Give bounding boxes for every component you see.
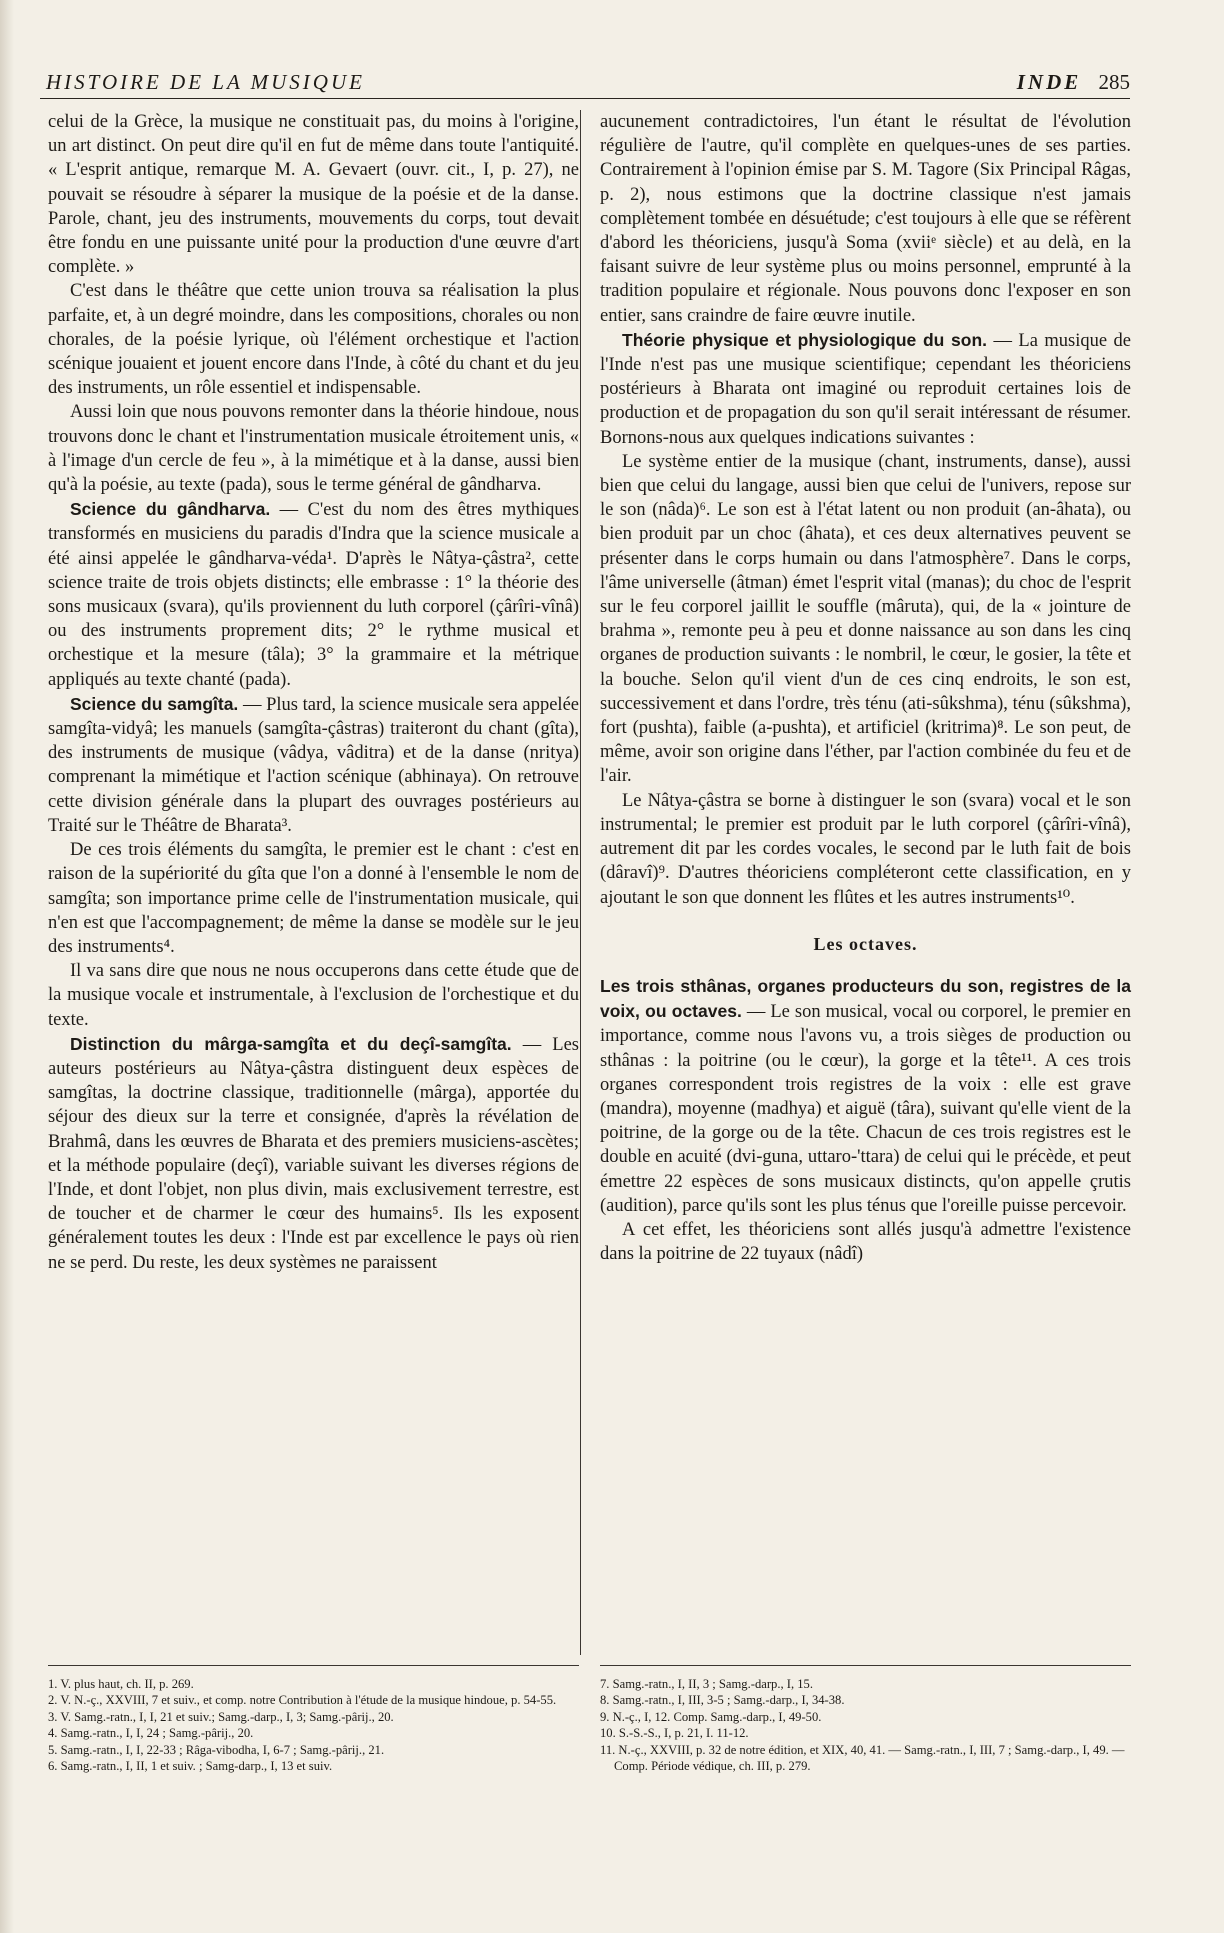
paragraph: [48, 279, 579, 400]
paragraph-heading: Science du gândharva.: [70, 499, 271, 520]
paragraph-heading: Distinction du mârga-samgîta et du deçî-samgîta.: [70, 1033, 512, 1054]
paragraph-heading: Les trois sthânas, organes producteurs du son, registres de la voix, ou octaves.: [600, 975, 1131, 1022]
page-number: 285: [1098, 70, 1130, 94]
paragraph: [600, 974, 1131, 1218]
running-head: [40, 68, 1130, 99]
paragraph: [48, 838, 579, 959]
running-head-right: [1017, 70, 1130, 95]
paragraph-text: celui de la Grèce, la musique ne constituait pas, du moins à l'origine, un art distinct. On peut dire qu'il en fut de même dans toute l'antiquité. « L'esprit antique, remarque M. A. Gevaert (ouvr. cit., I, p. 27), ne pouvait se résoudre à séparer la musique de la poésie et de la danse. Parole, chant, jeu des instruments, mouvements du corps, tout devait être fondu en une puissante unité pour la production d'une œuvre d'art complète. »: [48, 112, 579, 278]
paragraph: [48, 1032, 579, 1275]
paragraph: [48, 959, 579, 1032]
running-head-title: HISTOIRE DE LA MUSIQUE: [46, 70, 365, 94]
footnotes-right: [600, 1665, 1131, 1774]
paragraph: [600, 328, 1131, 450]
paragraph-text: — La musique de l'Inde n'est pas une musique scientifique; cependant les théoriciens postérieurs à Bharata ont imaginé ou reproduit certaines lois de production et de propagation du son qu'il serait intéressant de résumer. Bornons-nous aux quelques indications suivantes :: [600, 330, 1131, 448]
column-divider: [580, 110, 581, 1655]
footnote: 7. Samg.-ratn., I, II, 3 ; Samg.-darp., I, 15.: [600, 1677, 813, 1691]
paragraph: [48, 692, 579, 838]
paragraph-text: Le Nâtya-çâstra se borne à distinguer le son (svara) vocal et le son instrumental; le premier est produit par le luth corporel (çârîri-vînâ), autrement dit par les cordes vocales, le second par le luth fait de bois (dâravî)⁹. D'autres théoriciens compléteront cette classification, en y ajoutant le son que donnent les flûtes et les autres instruments¹⁰.: [600, 790, 1131, 908]
right-column: [600, 110, 1131, 1266]
footnote: 11. N.-ç., XXVIII, p. 32 de notre édition, et XIX, 40, 41. — Samg.-ratn., I, III, 7 ; Samg.-darp., I, 49. — Comp. Période védique, ch. III, p. 279.: [600, 1742, 1125, 1774]
paragraph-text: Aussi loin que nous pouvons remonter dans la théorie hindoue, nous trouvons donc le chant et l'instrumentation musicale étroitement unis, « à l'image d'un cercle de feu », à la mimétique et à la danse, aussi bien qu'à la poésie, au texte (pada), sous le terme général de gândharva.: [48, 402, 579, 496]
paragraph: [48, 497, 579, 692]
footnote: 9. N.-ç., I, 12. Comp. Samg.-darp., I, 49-50.: [600, 1709, 822, 1724]
left-column: [48, 110, 579, 1275]
footnote: 10. S.-S.-S., I, p. 21, I. 11-12.: [600, 1726, 749, 1741]
paragraph: [600, 450, 1131, 789]
footnotes-left: [48, 1665, 579, 1774]
paragraph-text: — C'est du nom des êtres mythiques transformés en musiciens du paradis d'Indra que la science musicale a été ainsi appelée le gândharva-véda¹. D'après le Nâtya-çâstra², cette science traite de trois objets distincts; elle embrasse : 1° la théorie des sons musicaux (svara), qu'ils proviennent du luth corporel (çârîri-vînâ) ou des instruments proprement dits; 2° le rythme musical et orchestique et la mesure (tâla); 3° la grammaire et la métrique appliqués au texte chanté (pada).: [48, 500, 580, 690]
footnote: 1. V. plus haut, ch. II, p. 269.: [48, 1677, 194, 1691]
paragraph-text: C'est dans le théâtre que cette union trouva sa réalisation la plus parfaite, et, à un degré moindre, dans les compositions, chorales ou non chorales, de la poésie lyrique, où l'élément orchestique et l'action scénique jouaient et jouent encore dans l'Inde, à côté du chant et du jeu des instruments, un rôle essentiel et indispensable.: [48, 281, 579, 399]
footnote: 5. Samg.-ratn., I, I, 22-33 ; Râga-vibodha, I, 6-7 ; Samg.-pârij., 21.: [48, 1742, 385, 1757]
paragraph-text: Le système entier de la musique (chant, instruments, danse), aussi bien que celui du langage, aussi bien que celui de l'univers, repose sur le son (nâda)⁶. Le son est à l'état latent ou non produit (an-âhata), ou bien produit par un choc (âhata), et ces deux alternatives peuvent se présenter dans le corps humain ou dans l'atmosphère⁷. Dans le corps, l'âme universelle (âtman) émet l'esprit vital (manas); du choc de l'esprit sur le feu corporel jaillit le souffle (mâruta), qui, de la « jointure de brahma », remonte peu à peu et donne naissance au son dans les cinq organes de production suivants : le nombril, le cœur, le gosier, la tête et la bouche. Selon qu'il vient d'un de ces cinq endroits, le son est, successivement et dans l'ordre, très ténu (ati-sûkshma), ténu (sûkshma), fort (pushta), faible (a-pushta), et artificiel (kritrima)⁸. Le son peut, de même, avoir son origine dans l'éther, par l'action combinée du feu et de l'air.: [600, 451, 1131, 787]
footnote: 8. Samg.-ratn., I, III, 3-5 ; Samg.-darp., I, 34-38.: [600, 1693, 845, 1708]
paragraph: [600, 1218, 1131, 1266]
paragraph-text: — Les auteurs postérieurs au Nâtya-çâstra distinguent deux espèces de samgîtas, la doctrine classique, traditionnelle (mârga), apportée du séjour des dieux sur la terre et consignée, d'après la révélation de Brahmâ, dans les œuvres de Bharata et des premiers musiciens-ascètes; et la méthode populaire (deçî), variable suivant les diverses régions de l'Inde, et dont l'objet, non plus divin, mais exclusivement terrestre, est de toucher et de charmer le cœur des humains⁵. Ils les exposent généralement toutes les deux : l'Inde est par excellence le pays où rien ne se perd. Du reste, les deux systèmes ne paraissent: [48, 1034, 579, 1273]
paragraph-text: aucunement contradictoires, l'un étant le résultat de l'évolution régulière de l'autre, qu'il complète en quelques-unes de ses parties. Contrairement à l'opinion émise par S. M. Tagore (Six Principal Râgas, p. 2), nous estimons que la doctrine classique n'est jamais complètement tombée en désuétude; c'est toujours à elle que se réfèrent d'abord les théoriciens, jusqu'à Soma (xviiᵉ siècle) et au delà, en la faisant suivre de leur système plus ou moins personnel, emprunté à la tradition populaire et régionale. Nous pouvons donc l'exposer en son entier, sans craindre de faire œuvre inutile.: [600, 112, 1131, 326]
paragraph-heading: Théorie physique et physiologique du son.: [622, 329, 988, 350]
paragraph: [48, 400, 579, 497]
page-edge-shadow: [0, 0, 14, 1933]
paragraph-text: A cet effet, les théoriciens sont allés jusqu'à admettre l'existence dans la poitrine de 22 tuyaux (nâdî): [600, 1219, 1131, 1265]
paragraph-text: — Le son musical, vocal ou corporel, le premier en importance, comme nous l'avons vu, a trois sièges de production ou sthânas : la poitrine (ou le cœur), la gorge et la tête¹¹. A ces trois organes correspondent trois registres de la voix : elle est grave (mandra), moyenne (madhya) et aiguë (târa), suivant qu'elle vient de la poitrine, de la gorge ou de la tête. Chacun de ces trois registres est le double en acuité (dvi-guna, uttaro-'ttara) de celui qui le précède, et peut émettre 22 espèces de sons musicaux distincts, qu'on appelle çrutis (audition), parce qu'ils sont les plus ténus que l'oreille puisse percevoir.: [600, 1002, 1131, 1216]
paragraph: [600, 789, 1131, 910]
paragraph-text: De ces trois éléments du samgîta, le premier est le chant : c'est en raison de la supériorité du gîta que l'on a donné à l'ensemble le nom de samgîta; son importance prime celle de l'instrumentation musicale, qui n'en est que l'accompagnement; de même la danse se modèle sur le jeu des instruments⁴.: [48, 840, 579, 957]
footnote: 4. Samg.-ratn., I, I, 24 ; Samg.-pârij., 20.: [48, 1726, 254, 1741]
paragraph: [600, 110, 1131, 328]
paragraph-text: Il va sans dire que nous ne nous occuperons dans cette étude que de la musique vocale et instrumentale, à l'exclusion de l'orchestique et du texte.: [48, 961, 579, 1030]
footnote: 6. Samg.-ratn., I, II, 1 et suiv. ; Samg-darp., I, 13 et suiv.: [48, 1759, 333, 1774]
footnote: 3. V. Samg.-ratn., I, I, 21 et suiv.; Samg.-darp., I, 3; Samg.-pârij., 20.: [48, 1709, 394, 1724]
footnote: 2. V. N.-ç., XXVIII, 7 et suiv., et comp. notre Contribution à l'étude de la musique hindoue, p. 54-55.: [48, 1693, 557, 1708]
paragraph-text: — Plus tard, la science musicale sera appelée samgîta-vidyâ; les manuels (samgîta-çâstras) traiteront du chant (gîta), des instruments de musique (vâdya, vâditra) et de la danse (nritya) comprenant la mimétique et l'action scénique (abhinaya). On retrouve cette division générale dans la plupart des ouvrages postérieurs au Traité sur le Théâtre de Bharata³.: [48, 694, 579, 836]
paragraph: [48, 110, 579, 279]
chapter-title: INDE: [1016, 70, 1082, 94]
section-title: Les octaves.: [813, 933, 918, 954]
paragraph-heading: Science du samgîta.: [70, 693, 239, 714]
